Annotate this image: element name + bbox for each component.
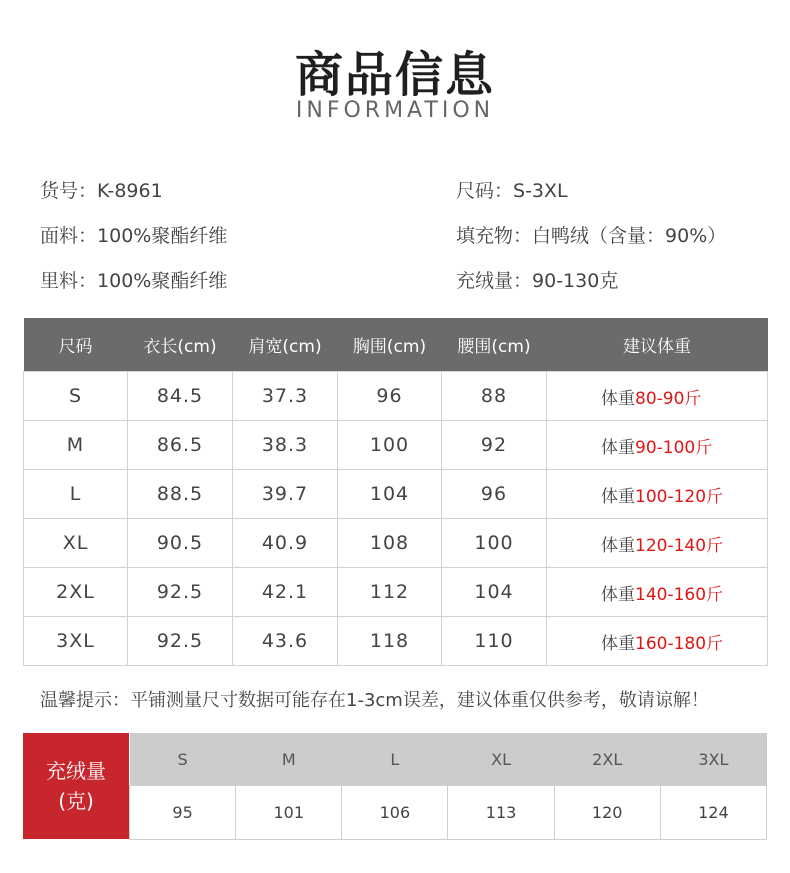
- col-header-recommended-weight: 建议体重: [547, 318, 768, 372]
- cell-shoulder: 38.3: [233, 421, 338, 470]
- page-title: 商品信息: [294, 47, 495, 103]
- cell-chest: 104: [338, 470, 442, 519]
- weight-range: 140-160斤: [635, 584, 724, 605]
- cell-waist: 104: [442, 568, 547, 617]
- info-value: 100%聚酯纤维: [97, 225, 228, 247]
- cell-length: 88.5: [128, 470, 233, 519]
- weight-prefix: 体重: [601, 633, 635, 654]
- weight-range: 120-140斤: [635, 535, 724, 556]
- table-row: [24, 470, 768, 519]
- fill-col-header: L: [342, 733, 448, 786]
- col-header-shoulder: 肩宽(cm): [233, 318, 338, 372]
- fill-cell: 95: [130, 786, 236, 840]
- cell-shoulder: 39.7: [233, 470, 338, 519]
- fill-cell: 113: [448, 786, 554, 840]
- info-label: 尺码：: [456, 180, 514, 202]
- info-item-filling: [456, 221, 726, 248]
- weight-range: 160-180斤: [635, 633, 724, 654]
- cell-chest: 96: [338, 372, 442, 421]
- info-label: 面料：: [40, 225, 98, 247]
- cell-recommended-weight: [547, 519, 768, 568]
- size-table: [23, 318, 768, 666]
- table-row: [24, 519, 768, 568]
- cell-chest: 112: [338, 568, 442, 617]
- fill-col-header: XL: [448, 733, 554, 786]
- cell-length: 86.5: [128, 421, 233, 470]
- weight-prefix: 体重: [601, 584, 635, 605]
- info-value: 100%聚酯纤维: [97, 270, 228, 292]
- info-label: 填充物：: [456, 225, 533, 247]
- weight-prefix: 体重: [601, 486, 635, 507]
- table-row: [24, 372, 768, 421]
- info-value: K-8961: [97, 180, 163, 202]
- fill-col-header: 3XL: [660, 733, 766, 786]
- fill-amount-table: [129, 733, 767, 840]
- table-row: [130, 786, 767, 840]
- cell-recommended-weight: [547, 470, 768, 519]
- size-table-header: [24, 318, 768, 372]
- info-value: 白鸭绒（含量：90%）: [532, 225, 727, 247]
- col-header-length: 衣长(cm): [128, 318, 233, 372]
- fill-cell: 120: [554, 786, 660, 840]
- weight-prefix: 体重: [601, 535, 635, 556]
- fill-cell: 106: [342, 786, 448, 840]
- cell-length: 92.5: [128, 617, 233, 666]
- cell-waist: 88: [442, 372, 547, 421]
- cell-size: S: [24, 372, 128, 421]
- info-item-size-range: [456, 176, 568, 203]
- weight-prefix: 体重: [601, 388, 635, 409]
- cell-waist: 96: [442, 470, 547, 519]
- table-row: [24, 421, 768, 470]
- table-row: [24, 617, 768, 666]
- fill-col-header: 2XL: [554, 733, 660, 786]
- col-header-waist: 腰围(cm): [442, 318, 547, 372]
- info-item-fabric: [40, 221, 227, 248]
- fill-label-line2: (克): [58, 789, 94, 813]
- cell-shoulder: 43.6: [233, 617, 338, 666]
- cell-length: 90.5: [128, 519, 233, 568]
- page-subtitle: INFORMATION: [295, 98, 495, 123]
- fill-col-header: M: [236, 733, 342, 786]
- measurement-note: 温馨提示：平铺测量尺寸数据可能存在1-3cm误差，建议体重仅供参考，敬请谅解！: [40, 690, 709, 711]
- cell-size: M: [24, 421, 128, 470]
- cell-chest: 118: [338, 617, 442, 666]
- cell-waist: 110: [442, 617, 547, 666]
- cell-size: L: [24, 470, 128, 519]
- weight-range: 100-120斤: [635, 486, 724, 507]
- cell-size: XL: [24, 519, 128, 568]
- cell-waist: 92: [442, 421, 547, 470]
- cell-shoulder: 40.9: [233, 519, 338, 568]
- info-label: 里料：: [40, 270, 98, 292]
- cell-size: 2XL: [24, 568, 128, 617]
- info-label: 充绒量：: [456, 270, 533, 292]
- cell-length: 92.5: [128, 568, 233, 617]
- cell-recommended-weight: [547, 617, 768, 666]
- cell-size: 3XL: [24, 617, 128, 666]
- info-item-lining: [40, 266, 227, 293]
- cell-waist: 100: [442, 519, 547, 568]
- fill-cell: 124: [660, 786, 766, 840]
- cell-shoulder: 37.3: [233, 372, 338, 421]
- info-label: 货号：: [40, 180, 98, 202]
- cell-recommended-weight: [547, 568, 768, 617]
- info-value: 90-130克: [532, 270, 619, 292]
- cell-shoulder: 42.1: [233, 568, 338, 617]
- fill-table-header: [130, 733, 767, 786]
- col-header-size: 尺码: [24, 318, 128, 372]
- info-item-sku: [40, 176, 163, 203]
- cell-chest: 108: [338, 519, 442, 568]
- cell-chest: 100: [338, 421, 442, 470]
- weight-range: 90-100斤: [635, 437, 713, 458]
- table-row: [24, 568, 768, 617]
- weight-prefix: 体重: [601, 437, 635, 458]
- col-header-chest: 胸围(cm): [338, 318, 442, 372]
- info-value: S-3XL: [513, 180, 568, 202]
- cell-recommended-weight: [547, 421, 768, 470]
- fill-label-line1: 充绒量: [46, 759, 106, 783]
- info-item-fill-amount: [456, 266, 618, 293]
- fill-amount-label: [23, 733, 129, 839]
- fill-cell: 101: [236, 786, 342, 840]
- cell-recommended-weight: [547, 372, 768, 421]
- weight-range: 80-90斤: [635, 388, 702, 409]
- cell-length: 84.5: [128, 372, 233, 421]
- fill-col-header: S: [130, 733, 236, 786]
